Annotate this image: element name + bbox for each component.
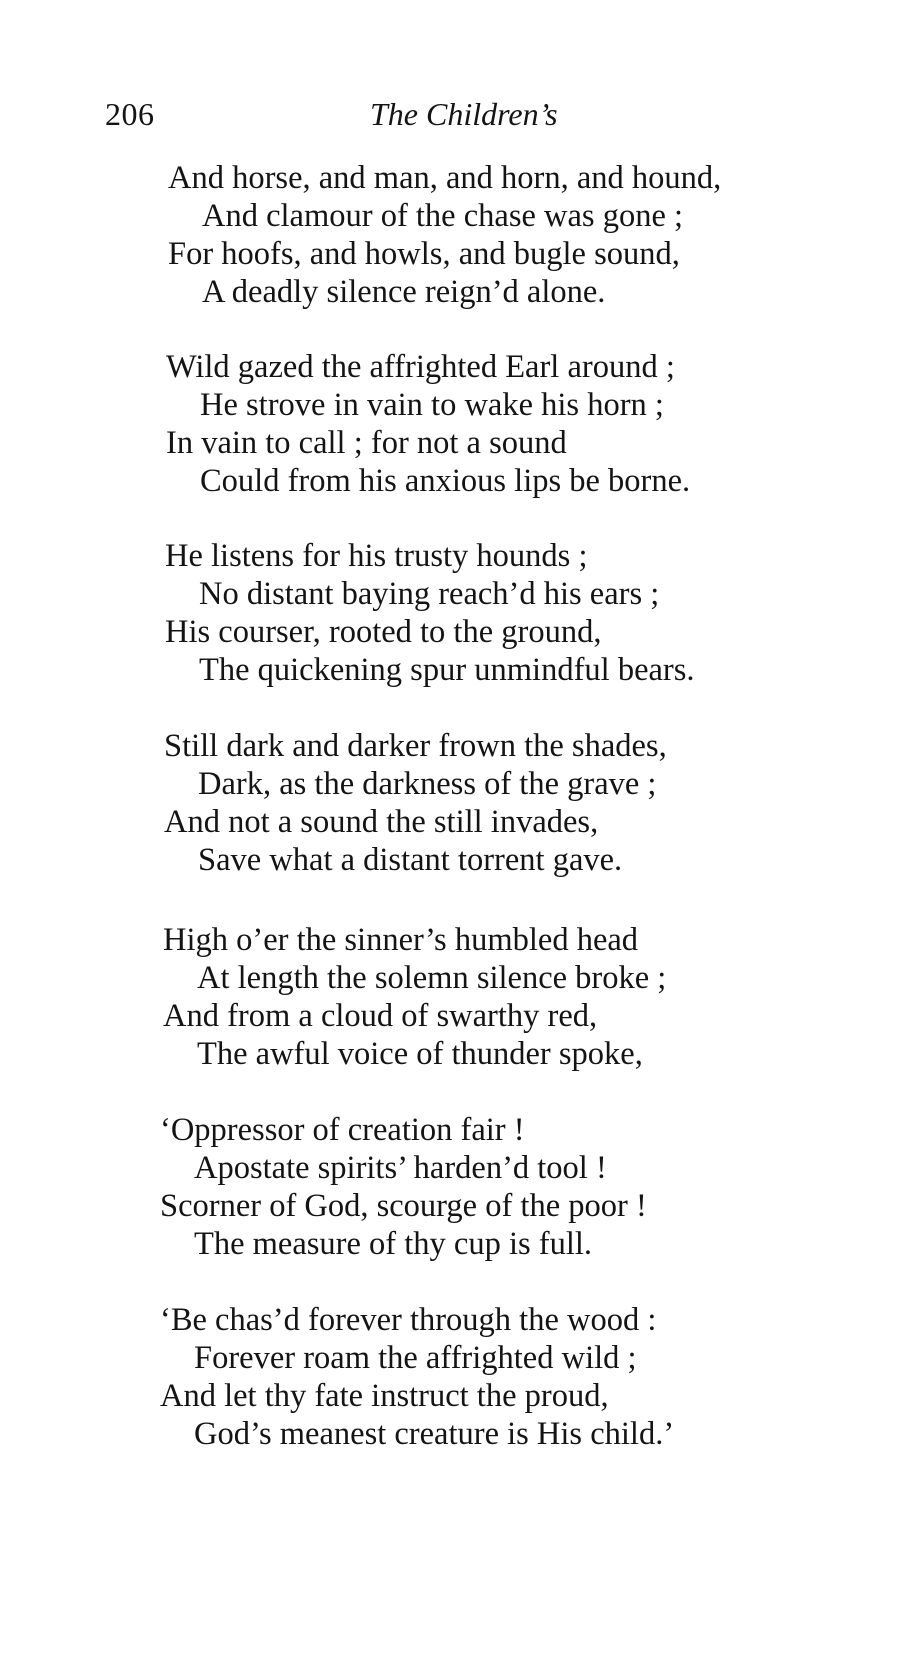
running-title: The Children’s <box>370 96 558 132</box>
verse-line: At length the solemn silence broke ; <box>197 960 667 996</box>
verse-line: His courser, rooted to the ground, <box>165 614 602 650</box>
verse-line: No distant baying reach’d his ears ; <box>199 576 660 612</box>
verse-line: Dark, as the darkness of the grave ; <box>198 766 657 802</box>
verse-line: And not a sound the still invades, <box>164 804 599 840</box>
verse-line: Forever roam the affrighted wild ; <box>194 1340 637 1376</box>
verse-line: Could from his anxious lips be borne. <box>200 463 691 499</box>
verse-line: Scorner of God, scourge of the poor ! <box>160 1188 647 1224</box>
verse-line: He listens for his trusty hounds ; <box>165 538 588 574</box>
verse-line: And clamour of the chase was gone ; <box>202 198 684 234</box>
page-number: 206 <box>105 96 155 132</box>
verse-line: Wild gazed the affrighted Earl around ; <box>166 349 675 385</box>
verse-line: Apostate spirits’ harden’d tool ! <box>194 1150 607 1186</box>
verse-line: God’s meanest creature is His child.’ <box>194 1416 675 1452</box>
verse-line: Save what a distant torrent gave. <box>198 842 623 878</box>
verse-line: ‘Be chas’d forever through the wood : <box>160 1302 657 1338</box>
verse-line: The measure of thy cup is full. <box>194 1226 593 1262</box>
verse-line: Still dark and darker frown the shades, <box>164 728 667 764</box>
verse-line: And horse, and man, and horn, and hound, <box>168 160 722 196</box>
verse-line: And from a cloud of swarthy red, <box>163 998 598 1034</box>
verse-line: High o’er the sinner’s humbled head <box>163 922 639 958</box>
verse-line: In vain to call ; for not a sound <box>166 425 567 461</box>
verse-line: A deadly silence reign’d alone. <box>202 274 606 310</box>
verse-line: ‘Oppressor of creation fair ! <box>160 1112 525 1148</box>
verse-line: For hoofs, and howls, and bugle sound, <box>168 236 680 272</box>
verse-line: The awful voice of thunder spoke, <box>197 1036 643 1072</box>
verse-line: And let thy fate instruct the proud, <box>160 1378 609 1414</box>
verse-line: The quickening spur unmindful bears. <box>199 652 695 688</box>
verse-line: He strove in vain to wake his horn ; <box>200 387 664 423</box>
